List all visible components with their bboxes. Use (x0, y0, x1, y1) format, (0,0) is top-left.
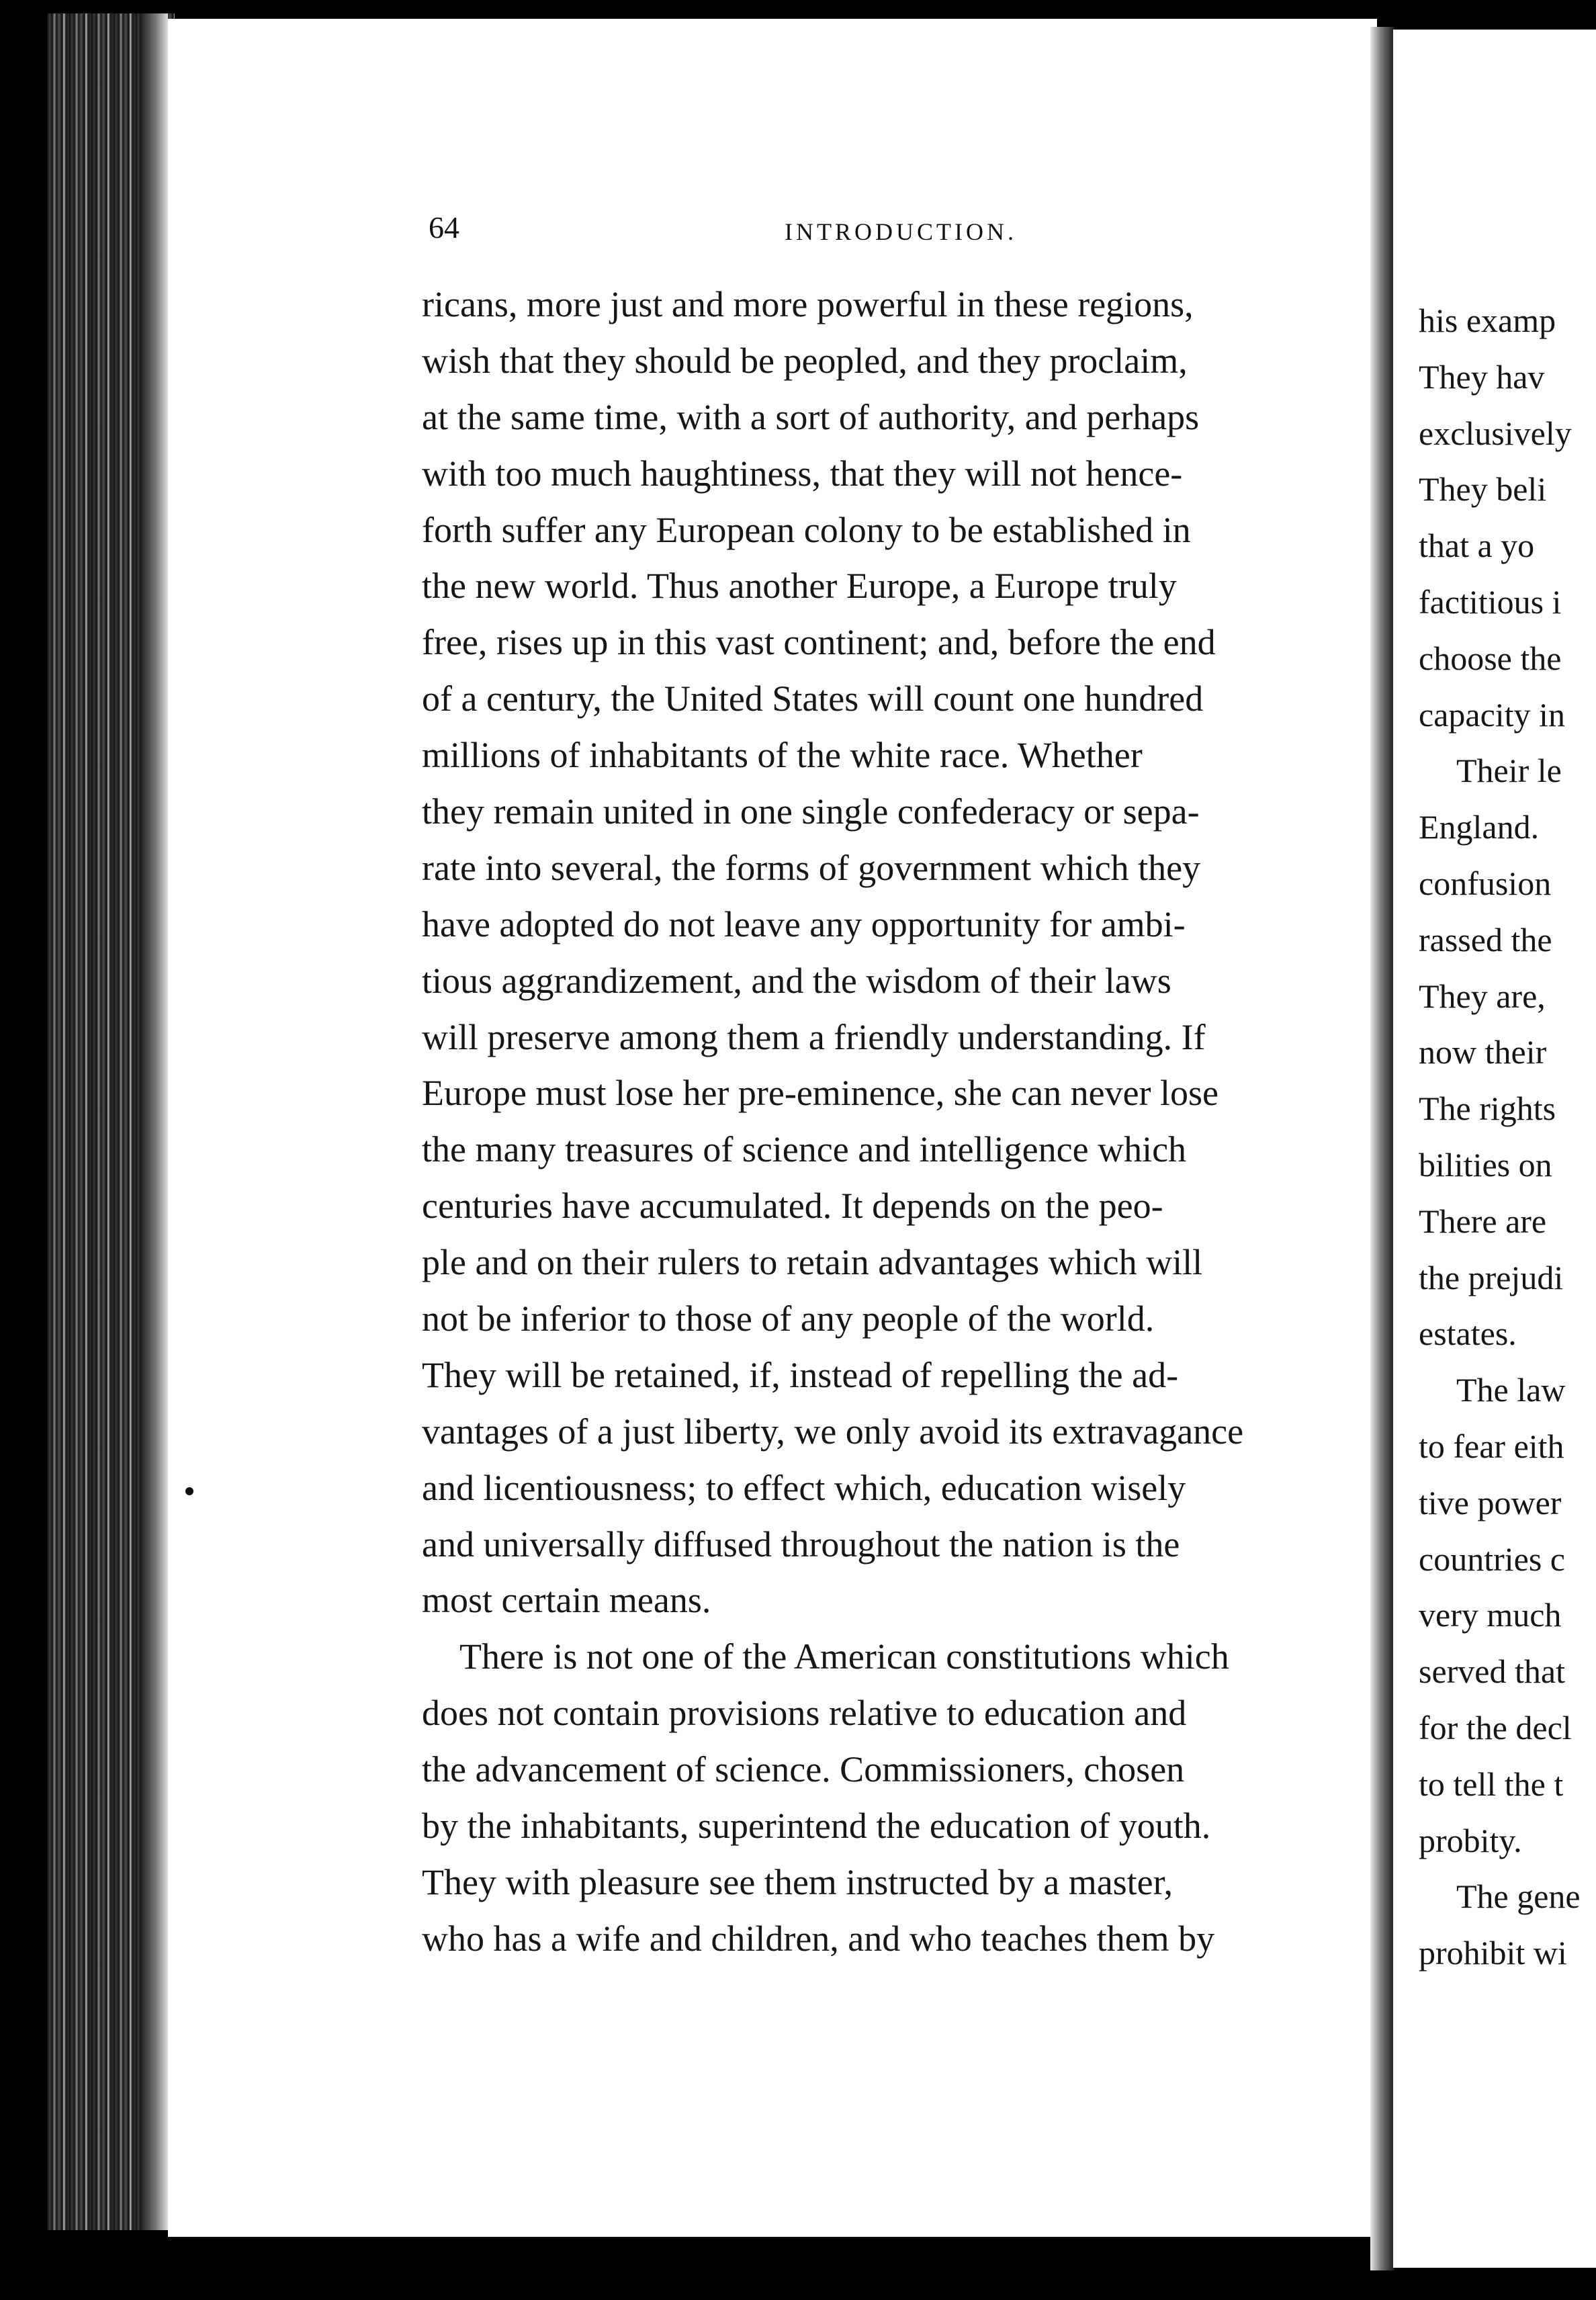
text-line: to fear eith (1419, 1427, 1564, 1465)
text-line: The gene (1456, 1877, 1581, 1916)
text-line: and universally diffused throughout the nation is the (422, 1523, 1180, 1564)
text-line: at the same time, with a sort of authority, and perhaps (422, 396, 1200, 437)
text-line: now their (1419, 1033, 1547, 1071)
text-line: of a century, the United States will count one hundred (422, 678, 1204, 719)
text-line: prohibit wi (1419, 1934, 1567, 1972)
text-line: tive power (1419, 1483, 1562, 1521)
page-header (429, 210, 1369, 250)
page-number: 64 (429, 210, 459, 245)
text-line: England. (1419, 808, 1540, 846)
text-line: They with pleasure see them instructed by a master, (422, 1861, 1173, 1902)
text-line: millions of inhabitants of the white race. Whether (422, 735, 1143, 776)
right-page-text (1419, 293, 1595, 1982)
text-line: rate into several, the forms of government which they (422, 847, 1201, 888)
text-line: vantages of a just liberty, we only avoid its extravagance (422, 1411, 1244, 1452)
text-line: choose the (1419, 639, 1562, 677)
text-line: factitious i (1419, 582, 1562, 621)
text-line: the new world. Thus another Europe, a Europe truly (422, 566, 1177, 607)
text-line: Their le (1456, 752, 1562, 790)
text-line: with too much haughtiness, that they will not hence- (422, 453, 1183, 494)
text-line: Europe must lose her pre-eminence, she can never lose (422, 1073, 1219, 1114)
text-line: ricans, more just and more powerful in these regions, (422, 284, 1194, 324)
text-line: for the decl (1419, 1708, 1572, 1746)
text-line: will preserve among them a friendly understanding. If (422, 1016, 1206, 1057)
text-line: probity. (1419, 1821, 1522, 1859)
running-head: INTRODUCTION. (785, 218, 1017, 245)
page-gutter (1370, 27, 1394, 2270)
left-page-text (422, 277, 1362, 1967)
text-line: rassed the (1419, 920, 1552, 959)
text-line: tious aggrandizement, and the wisdom of their laws (422, 960, 1171, 1001)
text-line: free, rises up in this vast continent; and, before the end (422, 622, 1216, 663)
text-line: countries c (1419, 1540, 1565, 1578)
text-line: capacity in (1419, 695, 1565, 734)
text-line: and licentiousness; to effect which, education wisely (422, 1467, 1186, 1508)
margin-dot (185, 1487, 193, 1495)
text-line: who has a wife and children, and who teaches them by (422, 1918, 1215, 1959)
text-line: forth suffer any European colony to be established in (422, 509, 1191, 550)
text-line: not be inferior to those of any people of the world. (422, 1298, 1155, 1339)
text-line: exclusively (1419, 414, 1572, 452)
text-line: They hav (1419, 357, 1545, 396)
text-line: estates. (1419, 1315, 1517, 1353)
text-line: his examp (1419, 302, 1556, 339)
text-line: they remain united in one single confederacy or sepa- (422, 791, 1200, 832)
text-line: the many treasures of science and intelligence which (422, 1129, 1187, 1170)
text-line: They are, (1419, 977, 1546, 1015)
text-line: the advancement of science. Commissioners, chosen (422, 1749, 1185, 1790)
text-line: The rights (1419, 1090, 1556, 1128)
text-line: that a yo (1419, 527, 1535, 565)
text-line: to tell the t (1419, 1765, 1564, 1803)
text-line: There is not one of the American constitutions which (459, 1636, 1229, 1677)
text-line: the prejudi (1419, 1258, 1564, 1296)
text-line: very much (1419, 1596, 1562, 1634)
text-line: There are (1419, 1202, 1547, 1240)
text-line: most certain means. (422, 1580, 711, 1621)
text-line: by the inhabitants, superintend the education of youth. (422, 1806, 1211, 1847)
text-line: have adopted do not leave any opportunity for ambi- (422, 903, 1186, 944)
text-line: confusion (1419, 864, 1552, 902)
text-line: ple and on their rulers to retain advantages which will (422, 1242, 1203, 1283)
text-line: The law (1456, 1371, 1566, 1409)
text-line: bilities on (1419, 1145, 1552, 1184)
text-line: does not contain provisions relative to education and (422, 1693, 1187, 1734)
text-line: They will be retained, if, instead of repelling the ad- (422, 1354, 1179, 1395)
text-line: served that (1419, 1652, 1565, 1691)
text-line: wish that they should be peopled, and they proclaim, (422, 340, 1188, 381)
spine-shadow (141, 13, 168, 2230)
text-line: centuries have accumulated. It depends on the peo- (422, 1186, 1163, 1227)
text-line: They beli (1419, 470, 1547, 508)
